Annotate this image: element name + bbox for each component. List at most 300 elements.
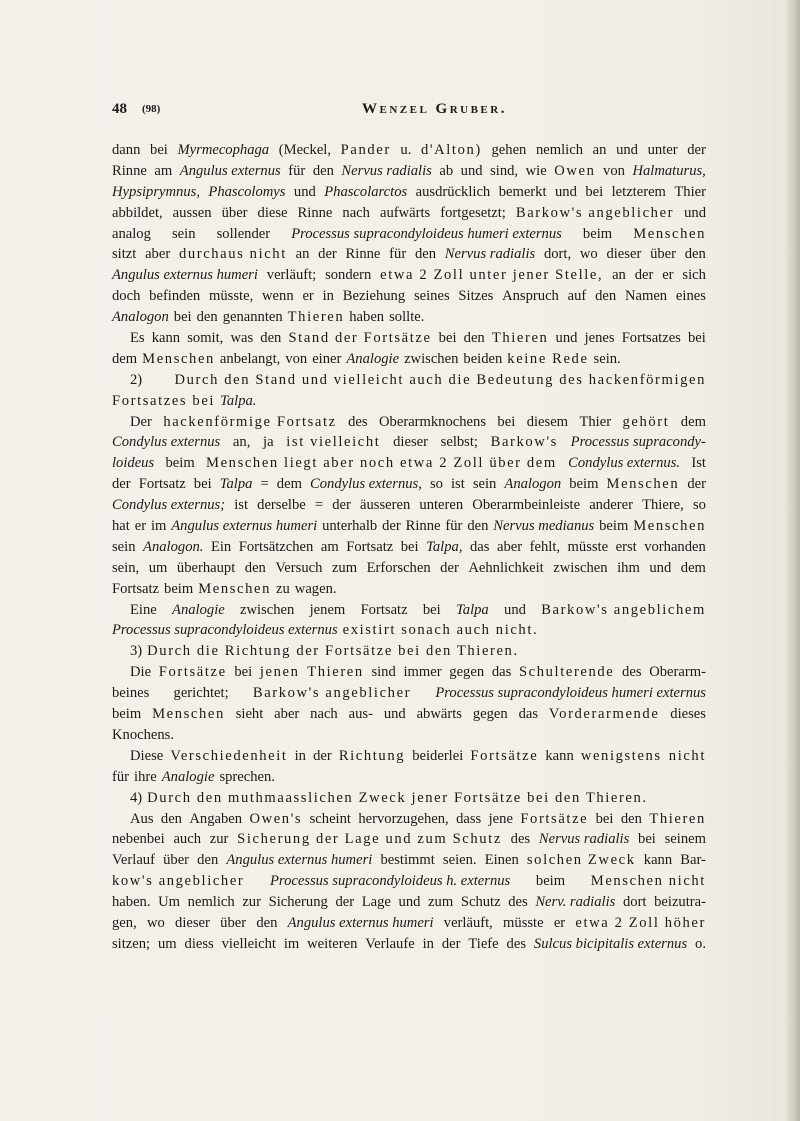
text-line — [112, 704, 706, 725]
text-line — [112, 265, 706, 286]
text-word: bei — [438, 330, 457, 347]
text-word: in — [322, 288, 334, 305]
text-word: unter — [647, 142, 678, 158]
text-word: Beziehung — [342, 288, 406, 305]
text-line — [112, 182, 706, 203]
text-word: Menschen — [633, 518, 706, 535]
text-word: für — [288, 162, 306, 179]
text-word: dieser — [606, 246, 642, 263]
text-word: analog — [112, 225, 151, 242]
text-line — [112, 453, 706, 474]
text-word: jene — [488, 810, 513, 827]
text-word: Fortsatzes bei — [112, 392, 216, 409]
text-word: so — [429, 476, 443, 493]
text-word: Processus supracondyloideus humeri externus — [291, 225, 562, 242]
text-word: hat — [112, 518, 130, 535]
text-word: (Meckel, — [278, 142, 332, 158]
text-word: dort — [622, 894, 647, 911]
text-word: er — [662, 267, 674, 284]
text-word: im — [150, 518, 167, 535]
text-line — [112, 224, 706, 245]
text-word: Tiefe — [468, 935, 499, 952]
text-word: und — [649, 559, 672, 576]
text-word: erst — [615, 538, 637, 555]
text-word: beim — [582, 225, 613, 242]
text-word: Oberarmknochens — [379, 413, 486, 430]
text-word: Fortsätzchen — [238, 538, 314, 555]
text-word: nicht — [668, 747, 706, 764]
text-word: hackenförmige Fortsatz — [163, 413, 337, 430]
text-word: befinden — [149, 288, 201, 305]
text-word: Processus supracondy- — [570, 434, 706, 451]
text-line — [112, 620, 706, 641]
text-word: Owen — [554, 162, 596, 179]
text-word: Um — [158, 894, 181, 911]
text-word: und — [504, 601, 526, 618]
text-word: sein — [472, 476, 497, 493]
text-word: unteren — [419, 497, 464, 514]
text-word: der — [332, 497, 351, 514]
text-word: Analogie — [172, 601, 225, 618]
text-word: etwa 2 Zoll unter jener Stelle, — [380, 267, 604, 284]
text-word: Menschen nicht — [590, 873, 706, 890]
text-word: über — [221, 204, 248, 221]
text-word: gehen — [491, 142, 527, 158]
text-word: beim — [535, 873, 566, 890]
text-word: aber — [145, 246, 171, 263]
text-word: Eine — [130, 601, 157, 618]
text-line — [112, 412, 706, 433]
text-word: abbildet, — [112, 204, 163, 221]
text-word: Durch den muthmaasslichen Zweck jener Fortsätze bei den Thieren. — [147, 789, 648, 806]
text-word: dem — [680, 559, 706, 576]
text-word: Condylus externus. — [568, 455, 681, 472]
text-word: zu — [276, 580, 290, 597]
text-word: Barkow's angeblicher — [515, 204, 675, 221]
text-word: an — [592, 142, 607, 158]
text-word: über — [650, 246, 676, 263]
text-line — [112, 370, 706, 391]
text-word: Talpa — [219, 476, 253, 493]
text-word: an, — [232, 434, 251, 451]
text-word: gegen — [472, 706, 508, 723]
text-word: Angulus externus humeri — [287, 914, 434, 931]
text-word: und — [554, 183, 577, 200]
text-word: sein — [112, 538, 136, 555]
text-word: Fortsatzes — [621, 330, 681, 347]
text-word: müsste — [503, 914, 544, 931]
text-word: Halmaturus, — [632, 162, 706, 179]
text-word: Angulus externus — [179, 162, 281, 179]
text-word: wo — [579, 246, 598, 263]
text-word: Angulus externus humeri — [171, 518, 318, 535]
text-word: sondern — [325, 267, 372, 284]
text-word: das — [518, 706, 539, 723]
text-word: zum — [428, 894, 454, 911]
body-text — [112, 140, 706, 955]
text-word: o. — [695, 935, 706, 952]
text-word: bei — [497, 413, 516, 430]
text-word: beizutra- — [654, 894, 706, 911]
text-word: Nervus medianus — [493, 518, 595, 535]
text-word: zur — [242, 894, 261, 911]
text-word: über — [220, 914, 247, 931]
text-word: vielleicht — [221, 935, 276, 952]
text-word: Menschen — [606, 476, 680, 493]
text-word: sitzt — [112, 246, 137, 263]
text-line — [112, 391, 706, 412]
text-word: dieser — [393, 434, 428, 451]
text-line — [112, 286, 706, 307]
text-word: Verschiedenheit — [170, 747, 288, 764]
text-word: zwischen — [553, 559, 608, 576]
text-word: Myrmecophaga — [177, 142, 270, 158]
text-word: genannten — [222, 309, 283, 326]
text-word: des — [348, 413, 368, 430]
text-word: Aehnlichkeit — [468, 559, 544, 576]
text-word: durchaus nicht — [178, 246, 287, 263]
text-word: den — [160, 810, 182, 827]
text-word: kann — [545, 747, 574, 764]
text-word: diess — [184, 935, 214, 952]
text-word: 3) — [130, 643, 143, 660]
text-word: einer — [312, 350, 342, 367]
text-word: Barkow's angeblicher — [252, 685, 412, 702]
text-word: 4) — [130, 789, 143, 806]
text-word: existirt sonach auch nicht. — [342, 622, 539, 639]
text-word: Analogon. — [143, 538, 204, 555]
text-word: Fortsätze — [158, 664, 227, 681]
text-line — [112, 516, 706, 537]
text-word: so — [692, 497, 706, 514]
text-line — [112, 850, 706, 871]
text-word: Ein — [210, 538, 232, 555]
text-word: überhaupt — [176, 559, 236, 576]
text-word: des — [508, 894, 528, 911]
text-word: müsste, — [209, 288, 254, 305]
text-line — [112, 746, 706, 767]
text-word: Pander — [340, 142, 391, 158]
text-word: Nerv. radialis — [535, 894, 616, 911]
text-word: zur — [209, 831, 229, 848]
text-line — [112, 328, 706, 349]
text-word: bei — [150, 142, 168, 158]
text-word: an — [295, 246, 310, 263]
text-word: Phascolarctos — [324, 183, 408, 200]
text-word: beim — [112, 706, 142, 723]
text-word: aber — [496, 538, 523, 555]
text-word: um — [148, 559, 168, 576]
text-line — [112, 725, 706, 746]
text-word: d'Alton) — [421, 142, 482, 158]
text-word: Barkow's — [490, 434, 558, 451]
text-word: vorhanden — [644, 538, 706, 555]
text-word: beim — [599, 518, 629, 535]
text-line — [112, 892, 706, 913]
text-word: bestimmt — [380, 852, 435, 869]
text-word: äusseren — [360, 497, 411, 514]
text-word: am — [320, 538, 339, 555]
text-line — [112, 829, 706, 850]
text-word: Rinne — [345, 246, 381, 263]
text-word: kann — [643, 852, 673, 869]
text-word: was — [230, 330, 254, 347]
text-word: sind, — [490, 162, 519, 179]
text-word: Angulus externus humeri — [226, 852, 373, 869]
text-word: Nervus radialis — [444, 246, 536, 263]
text-word: Anspruch — [502, 288, 559, 305]
text-word: den — [684, 246, 706, 263]
text-line — [112, 203, 706, 224]
text-word: Oberarmbeinleiste — [472, 497, 581, 514]
text-word: Thier — [674, 183, 706, 200]
text-word: doch — [112, 288, 141, 305]
text-word: Nervus radialis — [341, 162, 432, 179]
text-word: den — [620, 810, 642, 827]
text-word: etwa 2 Zoll höher — [575, 914, 706, 931]
text-word: haben — [349, 309, 385, 326]
text-word: anderer — [589, 497, 633, 514]
text-word: Fortsatz — [360, 601, 408, 618]
text-word: und — [684, 204, 706, 221]
text-word: Der — [130, 413, 152, 430]
text-word: sich — [682, 267, 706, 284]
text-word: weiteren — [307, 935, 358, 952]
text-word: beim — [165, 455, 195, 472]
text-word: des — [510, 831, 531, 848]
text-word: bei — [400, 538, 419, 555]
text-word: selbst; — [440, 434, 478, 451]
text-word: zwischen — [240, 601, 295, 618]
text-line — [112, 474, 706, 495]
text-word: in — [294, 747, 306, 764]
text-line — [112, 600, 706, 621]
text-word: Lage — [361, 894, 391, 911]
text-word: scheint — [309, 810, 351, 827]
text-word: müsste — [567, 538, 609, 555]
text-word: Durch den Stand und vielleicht auch die Bedeutung des hackenförmigen — [174, 371, 706, 388]
text-word: im — [283, 935, 300, 952]
text-word: der — [382, 518, 401, 535]
text-word: bei — [422, 601, 441, 618]
text-word: Analogie — [161, 768, 215, 785]
text-word: haben. — [112, 894, 151, 911]
text-word: der — [634, 267, 654, 284]
text-word: Thier — [579, 413, 612, 430]
text-word: und — [293, 183, 316, 200]
text-word: Phascolomys — [208, 183, 286, 200]
text-word: wie — [525, 162, 547, 179]
text-line — [112, 788, 706, 809]
text-word: und — [460, 162, 483, 179]
text-word: den — [414, 246, 437, 263]
text-word: bei — [234, 664, 253, 681]
text-line — [112, 767, 706, 788]
text-word: bemerkt — [498, 183, 547, 200]
text-word: Sicherung — [268, 894, 328, 911]
text-word: das — [491, 664, 512, 681]
text-line — [112, 161, 706, 182]
text-line — [112, 871, 706, 892]
text-word: seines — [413, 288, 450, 305]
text-word: an — [612, 267, 626, 284]
text-word: jenen — [259, 664, 300, 681]
text-word: Aus — [130, 810, 154, 827]
text-word: aufwärts — [379, 204, 431, 221]
text-word: von — [603, 162, 625, 179]
text-word: Thieren — [307, 664, 364, 681]
text-line — [112, 809, 706, 830]
text-word: nach — [342, 204, 370, 221]
text-word: beiderlei — [412, 747, 464, 764]
text-word: für — [389, 246, 407, 263]
text-word: Condylus externus; — [112, 497, 226, 514]
text-word: am — [154, 162, 173, 179]
text-word: gegen — [449, 664, 485, 681]
text-word: für — [445, 518, 463, 535]
text-line — [112, 558, 706, 579]
text-word: Rinne — [405, 518, 441, 535]
text-word: sein, — [112, 559, 140, 576]
text-word: ausdrücklich — [415, 183, 491, 200]
text-word: Condylus externus, — [310, 476, 422, 493]
text-word: den — [463, 330, 485, 347]
text-word: Fortsatz — [112, 580, 160, 597]
text-word: wo — [146, 914, 165, 931]
text-word: aus- — [348, 706, 373, 723]
text-word: sprechen. — [219, 768, 275, 785]
text-word: Sitzes — [458, 288, 494, 305]
text-word: seinem — [664, 831, 706, 848]
text-word: der — [687, 476, 706, 493]
page-number: 48 — [112, 101, 127, 117]
text-word: unterhalb — [322, 518, 378, 535]
text-word: er — [302, 288, 314, 305]
text-word: ist — [450, 476, 465, 493]
text-word: Thieren — [287, 309, 345, 326]
text-word: Rinne — [297, 204, 333, 221]
text-word: verläuft, — [443, 914, 493, 931]
text-line — [112, 307, 706, 328]
text-word: und — [616, 142, 638, 158]
text-word: Condylus externus — [112, 434, 221, 451]
text-word: Schulterende — [518, 664, 615, 681]
text-word: 2) — [130, 371, 143, 388]
text-word: dieser — [175, 914, 210, 931]
page-edge-shadow — [786, 0, 800, 1121]
text-word: der — [318, 246, 337, 263]
text-word: gerichtet; — [173, 685, 229, 702]
text-word: Processus supracondyloideus externus — [112, 622, 338, 639]
text-word: Nervus radialis — [538, 831, 630, 848]
text-word: zwischen — [404, 350, 459, 367]
text-word: dieses — [670, 706, 706, 723]
text-word: sein. — [593, 350, 621, 367]
text-word: bei — [585, 183, 604, 200]
text-word: Talpa, — [426, 538, 463, 555]
text-word: Fortsatz — [138, 476, 186, 493]
text-word: des — [506, 935, 527, 952]
text-line — [112, 683, 706, 704]
text-word: Talpa. — [220, 392, 257, 409]
text-line — [112, 641, 706, 662]
text-word: Die — [130, 664, 152, 681]
text-word: Oberarm- — [649, 664, 706, 681]
text-word: Thieren — [491, 330, 549, 347]
text-word: Menschen — [142, 350, 215, 367]
text-word: gen, — [112, 914, 137, 931]
text-word: Einen — [484, 852, 519, 869]
text-word: Fortsätze — [520, 810, 589, 827]
text-word: zum — [331, 559, 358, 576]
text-word: Vorderarmende — [548, 706, 660, 723]
text-word: verläuft; — [266, 267, 317, 284]
text-word: = — [260, 476, 269, 493]
text-line — [112, 244, 706, 265]
text-word: Verlauf — [112, 852, 155, 869]
text-word: und — [383, 706, 406, 723]
text-line — [112, 432, 706, 453]
text-word: dort, — [543, 246, 572, 263]
text-word: er — [553, 914, 566, 931]
text-word: Rinne — [112, 162, 147, 179]
page-reference: (98) — [142, 103, 161, 115]
text-word: dem — [276, 476, 302, 493]
text-word: Erforschen — [366, 559, 431, 576]
text-word: den — [260, 330, 282, 347]
text-word: beim — [569, 476, 599, 493]
text-word: Menschen — [152, 706, 225, 723]
text-word: über — [163, 852, 190, 869]
text-word: dass — [456, 810, 482, 827]
text-word: wagen. — [294, 580, 337, 597]
text-word: diese — [257, 204, 288, 221]
text-word: ist — [234, 497, 249, 514]
text-word: Analogon — [112, 309, 169, 326]
text-word: Durch die Richtung der Fortsätze bei den Thieren. — [147, 643, 519, 660]
text-word: Thiere, — [642, 497, 684, 514]
text-word: von — [285, 350, 308, 367]
text-word: der — [687, 142, 706, 158]
text-word: des — [622, 664, 642, 681]
text-word: sein — [172, 225, 196, 242]
text-word: den — [256, 914, 278, 931]
text-line — [112, 140, 706, 161]
text-line — [112, 662, 706, 683]
text-word: auch — [173, 831, 201, 848]
text-word: beim — [164, 580, 194, 597]
text-word: abwärts — [416, 706, 462, 723]
text-word: somit, — [187, 330, 224, 347]
text-word: Bar- — [680, 852, 706, 869]
text-line — [112, 934, 706, 955]
text-word: Sicherung der Lage und zum Schutz — [237, 831, 502, 848]
text-word: das — [470, 538, 490, 555]
text-word: nemlich — [536, 142, 584, 158]
text-word: Thieren — [649, 810, 706, 827]
text-word: ja — [263, 434, 274, 451]
text-word: Processus supracondyloideus humeri externus — [435, 685, 706, 702]
text-word: Angaben — [189, 810, 243, 827]
text-word: Knochens. — [112, 726, 175, 743]
text-word: anbelangt, — [219, 350, 281, 367]
text-word: beines — [112, 685, 150, 702]
text-line — [112, 537, 706, 558]
text-word: auf — [567, 288, 587, 305]
text-word: loideus — [112, 455, 155, 472]
text-line — [112, 349, 706, 370]
text-word: wenn — [262, 288, 294, 305]
